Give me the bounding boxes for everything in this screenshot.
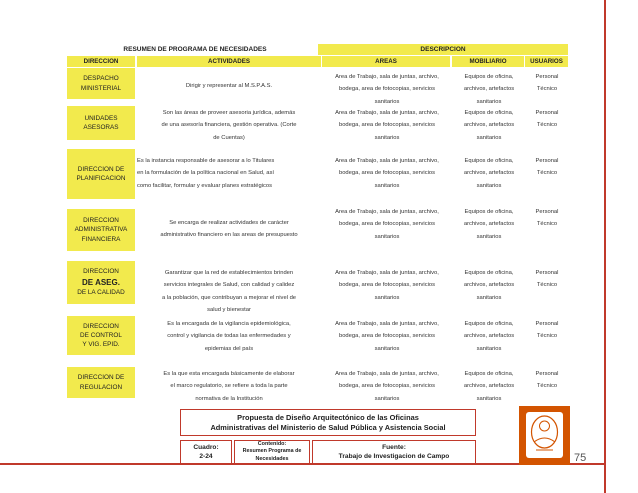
direction-line: Y VIG. EPID.: [82, 341, 120, 349]
users-cell: Personal Técnico: [535, 321, 559, 340]
direction-line: DE CONTROL: [80, 331, 122, 339]
users-cell: Personal Técnico: [535, 158, 559, 177]
fuente-value: Trabajo de Investigacion de Campo: [338, 453, 450, 460]
cuadro-box: [180, 440, 232, 464]
area-cell: Area de Trabajo, sala de juntas, archivo, bodega, area de fotocopias, servicios sanitarios: [335, 74, 439, 105]
direction-line: DIRECCION: [83, 322, 119, 330]
fuente-box: [312, 440, 476, 464]
project-title-line: Administrativas del Ministerio de Salud Pública y Asistencia Social: [210, 422, 446, 432]
column-header-direccion: DIRECCION: [67, 56, 135, 67]
direction-line: MINISTERIAL: [80, 84, 122, 92]
direction-cell-administrativa: [67, 209, 135, 251]
direction-line: ASESORAS: [83, 124, 119, 131]
direction-line: ADMINISTRATIVA: [74, 226, 128, 234]
area-cell: Area de Trabajo, sala de juntas, archivo, bodega, area de fotocopias, servicios sanitarios: [335, 321, 439, 352]
direction-line: DE LA CALIDAD: [77, 289, 125, 297]
furniture-cell: Equipos de oficina, archivos, artefactos sanitarios: [463, 270, 515, 301]
column-header-mobiliario: MOBILIARIO: [452, 56, 524, 67]
furniture-cell: Equipos de oficina, archivos, artefactos sanitarios: [463, 74, 515, 105]
direction-cell-unidades-asesoras: [67, 106, 135, 140]
area-cell: Area de Trabajo, sala de juntas, archivo, bodega, area de fotocopias, servicios sanitarios: [335, 371, 439, 402]
cuadro-value: 2-24: [199, 453, 213, 460]
summary-title: RESUMEN DE PROGRAMA DE NECESIDADES: [123, 46, 267, 53]
fuente-label: Fuente:: [382, 443, 406, 451]
direction-cell-regulacion: [67, 367, 135, 398]
project-title-box: [180, 409, 476, 436]
contenido-value: Resumen Programa de Necesidades: [242, 448, 302, 462]
cuadro-label: Cuadro:: [193, 443, 219, 451]
activity-cell: Se encarga de realizar actividades de carácter administrativo financiero en las areas de presupuesto: [160, 220, 298, 239]
column-header-areas: AREAS: [322, 56, 450, 67]
area-cell: Area de Trabajo, sala de juntas, archivo, bodega, area de fotocopias, servicios sanitarios: [335, 158, 439, 189]
users-cell: Personal Técnico: [535, 371, 559, 390]
right-border-rule: [604, 0, 606, 493]
furniture-cell: Equipos de oficina, archivos, artefactos sanitarios: [463, 209, 515, 240]
direction-line: DIRECCION DE: [77, 374, 125, 382]
furniture-cell: Equipos de oficina, archivos, artefactos sanitarios: [463, 110, 515, 141]
column-header-actividades: ACTIVIDADES: [137, 56, 321, 67]
direction-line: DIRECCION: [83, 268, 119, 276]
activity-cell: Dirigir y representar al M.S.P.A.S.: [185, 83, 273, 89]
users-cell: Personal Técnico: [535, 209, 559, 228]
furniture-cell: Equipos de oficina, archivos, artefactos sanitarios: [463, 321, 515, 352]
direction-line: DIRECCION DE: [77, 165, 125, 173]
direction-line: UNIDADES: [84, 114, 118, 122]
direction-cell-control-epid: [67, 316, 135, 355]
activity-cell: Es la instancia responsable de asesorar a lo Titulares en la formulación de la política nacional en Salud, así como facilitar, formular y evaluar planes estratégicos: [137, 158, 275, 189]
direction-line: DIRECCION: [83, 217, 119, 225]
column-header-usuarios: USUARIOS: [525, 56, 568, 67]
activity-cell: Son las áreas de proveer asesoria jurídica, además de una asesoría financiera, gestión operativa. (Corte de Cuentas): [161, 110, 297, 141]
furniture-cell: Equipos de oficina, archivos, artefactos sanitarios: [463, 158, 515, 189]
contenido-box: [234, 440, 310, 464]
direction-line: PLANIFICACION: [76, 175, 126, 182]
direction-cell-despacho: [67, 68, 135, 99]
direction-line: REGULACION: [79, 383, 123, 391]
direction-cell-calidad: [67, 261, 135, 304]
description-header: DESCRIPCION: [318, 44, 568, 55]
activity-cell: Garantizar que la red de establecimientos brinden servicios integrales de Salud, con calidad y calidez a la población, que contribuyan a mejorar el nivel de salud y bienestar: [161, 270, 297, 314]
direction-line: DE ASEG.: [82, 277, 120, 287]
logo-emblem-icon: [526, 412, 563, 458]
project-title-line: Propuesta de Diseño Arquitectónico de las Oficinas: [237, 412, 419, 422]
direction-cell-planificacion: [67, 149, 135, 199]
activity-cell: Es la encargada de la vigilancia epidemiológica, control y vigilancia de todas las enfermedades y epidemias del país: [167, 321, 291, 352]
area-cell: Area de Trabajo, sala de juntas, archivo, bodega, area de fotocopias, servicios sanitarios: [335, 110, 439, 141]
users-cell: Personal Técnico: [535, 270, 559, 289]
area-cell: Area de Trabajo, sala de juntas, archivo, bodega, area de fotocopias, servicios sanitarios: [335, 270, 439, 301]
area-cell: Area de Trabajo, sala de juntas, archivo, bodega, area de fotocopias, servicios sanitarios: [335, 209, 439, 240]
direction-line: DESPACHO: [83, 75, 119, 83]
furniture-cell: Equipos de oficina, archivos, artefactos sanitarios: [463, 371, 515, 402]
page-number: 75: [574, 452, 587, 464]
users-cell: Personal Técnico: [535, 110, 559, 129]
university-logo: [519, 406, 570, 465]
activity-cell: Es la que esta encargada básicamente de elaborar el marco regulatorio, se refiere a toda la parte normativa de la Institución: [163, 371, 295, 402]
direction-line: FINANCIERA: [81, 235, 121, 243]
users-cell: Personal Técnico: [535, 74, 559, 93]
contenido-label: Contenido:: [257, 441, 287, 448]
